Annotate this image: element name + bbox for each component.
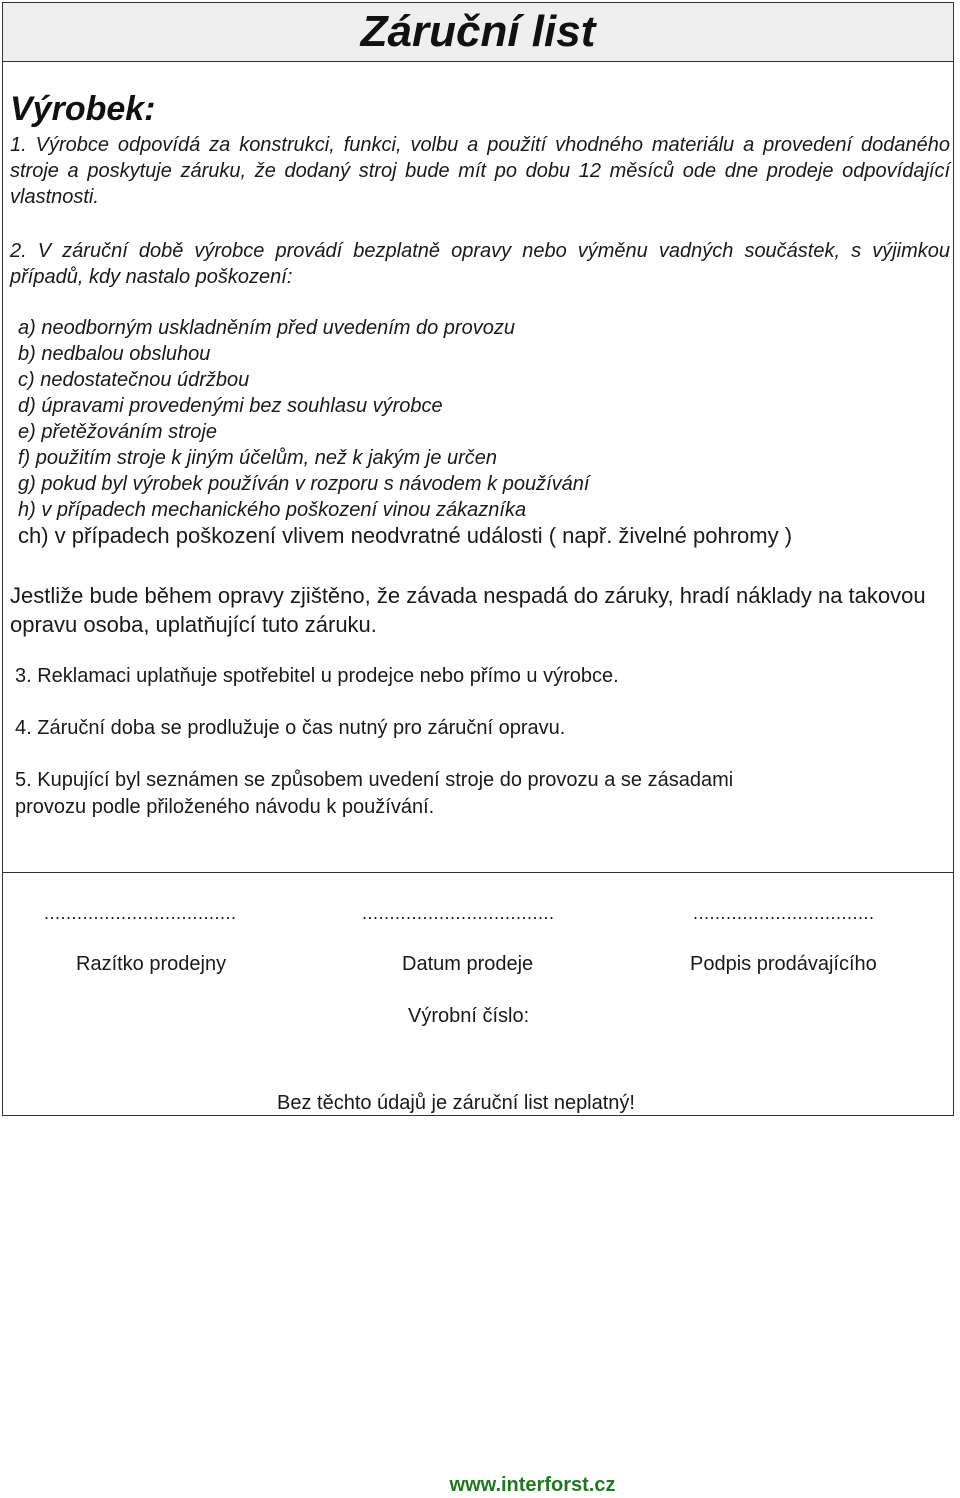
clause-2: 2. V záruční době výrobce provádí bezplatně opravy nebo výměnu vadných součástek, s výjimkou případů, kdy nastalo poškození: bbox=[10, 240, 950, 288]
serial-number-label: Výrobní číslo: bbox=[408, 1005, 530, 1027]
list-item: c) nedostatečnou údržbou bbox=[18, 369, 250, 391]
signature-dotted-line: ................................. bbox=[693, 903, 875, 923]
list-item: b) nedbalou obsluhou bbox=[18, 343, 211, 365]
clause-5-line-1: 5. Kupující byl seznámen se způsobem uvedení stroje do provozu a se zásadami bbox=[15, 769, 734, 791]
sale-date-label: Datum prodeje bbox=[402, 953, 534, 975]
list-item: h) v případech mechanického poškození vinou zákazníka bbox=[18, 499, 527, 521]
list-item: f) použitím stroje k jiným účelům, než k jakým je určen bbox=[18, 447, 498, 469]
page-title: Záruční list bbox=[360, 7, 596, 56]
list-item: a) neodborným uskladněním před uvedením do provozu bbox=[18, 317, 515, 339]
list-item: g) pokud byl výrobek používán v rozporu s návodem k používání bbox=[18, 473, 590, 495]
seller-signature-label: Podpis prodávajícího bbox=[690, 953, 877, 975]
list-item: ch) v případech poškození vlivem neodvratné události ( např. živelné pohromy ) bbox=[18, 523, 793, 548]
clause-3: 3. Reklamaci uplatňuje spotřebitel u prodejce nebo přímo u výrobce. bbox=[15, 665, 619, 687]
validity-warning: Bez těchto údajů je záruční list neplatný! bbox=[277, 1092, 635, 1114]
exclusion-list bbox=[18, 315, 792, 549]
header-box bbox=[2, 2, 954, 62]
clause-5-line-2: provozu podle přiloženého návodu k používání. bbox=[15, 796, 435, 818]
date-dotted-line: ................................... bbox=[362, 903, 555, 923]
stamp-dotted-line: ................................... bbox=[44, 903, 237, 923]
repair-cost-notice: Jestliže bude během opravy zjištěno, že závada nespadá do záruky, hradí náklady na takovou opravu osoba, uplatňující tuto záruku. bbox=[10, 583, 926, 637]
list-item: d) úpravami provedenými bez souhlasu výrobce bbox=[18, 395, 443, 417]
clause-1: 1. Výrobce odpovídá za konstrukci, funkci, volbu a použití vhodného materiálu a provedení dodaného stroje a poskytuje záruku, že dodaný stroj bude mít po dobu 12 měsíců ode dne prodeje odpovídající vlastnosti. bbox=[10, 134, 950, 208]
stamp-label: Razítko prodejny bbox=[76, 953, 227, 975]
clause-4: 4. Záruční doba se prodlužuje o čas nutný pro záruční opravu. bbox=[15, 717, 566, 739]
website-link[interactable]: www.interforst.cz bbox=[449, 1474, 616, 1496]
product-heading: Výrobek: bbox=[10, 90, 156, 128]
list-item: e) přetěžováním stroje bbox=[18, 421, 217, 443]
